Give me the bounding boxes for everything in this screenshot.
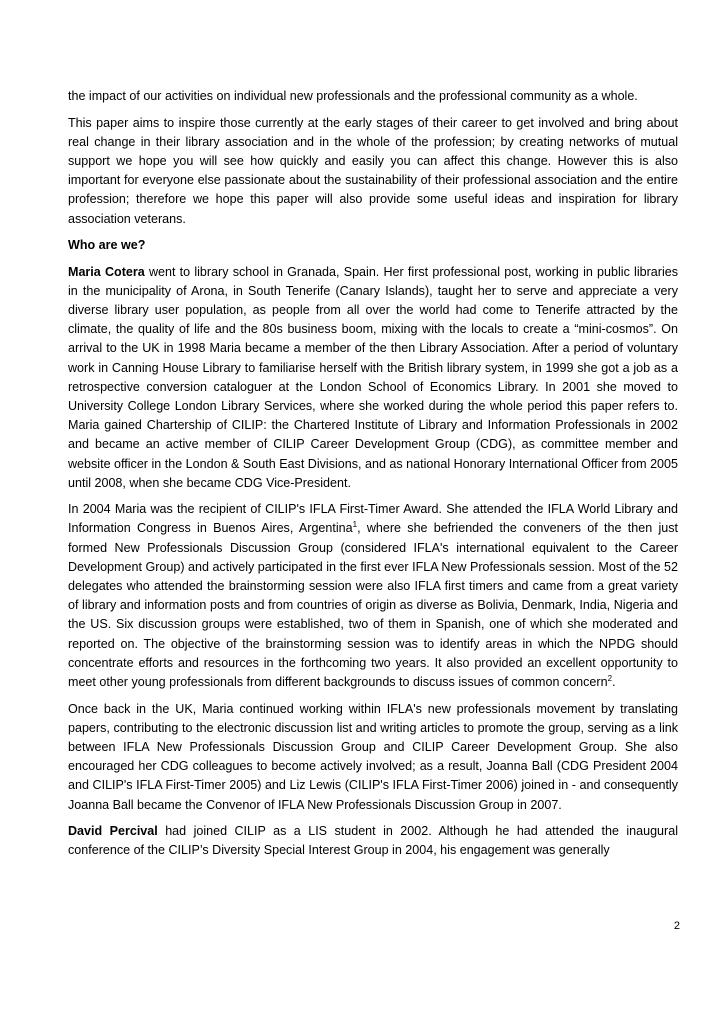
page-number: 2 (673, 920, 680, 932)
paragraph-david-percival-text: had joined CILIP as a LIS student in 2002. Although he had attended the inaugural conference of the CILIP’s Diversity Special Interest Group in 2004, his engagement was generally (68, 824, 678, 858)
page-content (68, 87, 678, 868)
person-name-david-percival: David Percival (68, 824, 158, 839)
paragraph-maria-cotera-text: went to library school in Granada, Spain. Her first professional post, working in public libraries in the municipality of Arona, in South Tenerife (Canary Islands), taught her to serve and appreciate a very diverse library user population, as people from all over the world had come to Tenerife attracted by the climate, the quality of life and the 80s business boom, mixing with the locals to create a “mini-cosmos”. On arrival to the UK in 1998 Maria became a member of the then Library Association. After a period of voluntary work in Canning House Library to familiarise herself with the British library system, in 1999 she got a job as a retrospective conversion cataloguer at the London School of Economics Library. In 2001 she moved to University College London Library Services, where she worked during the whole period this paper refers to. Maria gained Chartership of CILIP: the Chartered Institute of Library and Information Professionals in 2002 and became an active member of CILIP Career Development Group (CDG), as committee member and website officer in the London & South East Divisions, and as national Honorary International Officer from 2005 until 2008, when she became CDG Vice-President. (68, 264, 678, 490)
paragraph-ifla-award-text-c: . (612, 675, 616, 690)
paragraph-maria-cotera (68, 263, 678, 493)
paragraph-aims: This paper aims to inspire those currently at the early stages of their career to get involved and bring about real change in their library association and in the whole of the profession; by creating networks of mutual support we hope you will see how quickly and easily you can affect this change. However this is also important for everyone else passionate about the sustainability of their professional association and the entire profession; therefore we hope this paper will also provide some useful ideas and inspiration for library association veterans. (68, 115, 678, 226)
paragraph-ifla-award-text-a: In 2004 Maria was the recipient of CILIP's IFLA First-Timer Award. She attended the IFLA World Library and Information Congress in Buenos Aires, Argentina (68, 502, 678, 536)
person-name-maria-cotera: Maria Cotera (68, 264, 145, 279)
paragraph-ifla-award-text-b: , where she befriended the conveners of the then just formed New Professionals Discussion Group (considered IFLA's international equivalent to the Career Development Group) and actively participated in the first ever IFLA New Professionals session. Most of the 52 delegates who attended the brainstorming session were also IFLA first timers and came from a great variety of library and information posts and from countries of origin as diverse as Bolivia, Denmark, India, Nigeria and the US. Six discussion groups were established, two of them in Spanish, one of which she moderated and reported on. The objective of the brainstorming session was to identify areas in which the NPDG should concentrate efforts and resources in the forthcoming two years. It also provided an excellent opportunity to meet other young professionals from different backgrounds to discuss issues of common concern (68, 521, 678, 690)
paragraph-intro-continuation: the impact of our activities on individual new professionals and the professional community as a whole. (68, 89, 638, 103)
paragraph-david-percival (68, 822, 678, 860)
footnote-marker-2: 2 (607, 673, 613, 683)
footnote-marker-1: 1 (352, 520, 358, 530)
paragraph-back-in-uk: Once back in the UK, Maria continued working within IFLA's new professionals movement by translating papers, contributing to the electronic discussion list and writing articles to promote the group, serving as a link between IFLA New Professionals Discussion Group and CILIP Career Development Group. She also encouraged her CDG colleagues to become actively involved; as a result, Joanna Ball (CDG President 2004 and CILIP's IFLA First-Timer 2005) and Liz Lewis (CILIP's IFLA First-Timer 2006) joined in - and consequently Joanna Ball became the Convenor of IFLA New Professionals Discussion Group in 2007. (68, 701, 678, 812)
paragraph-ifla-award (68, 500, 678, 692)
section-heading-who-are-we: Who are we? (68, 238, 146, 253)
